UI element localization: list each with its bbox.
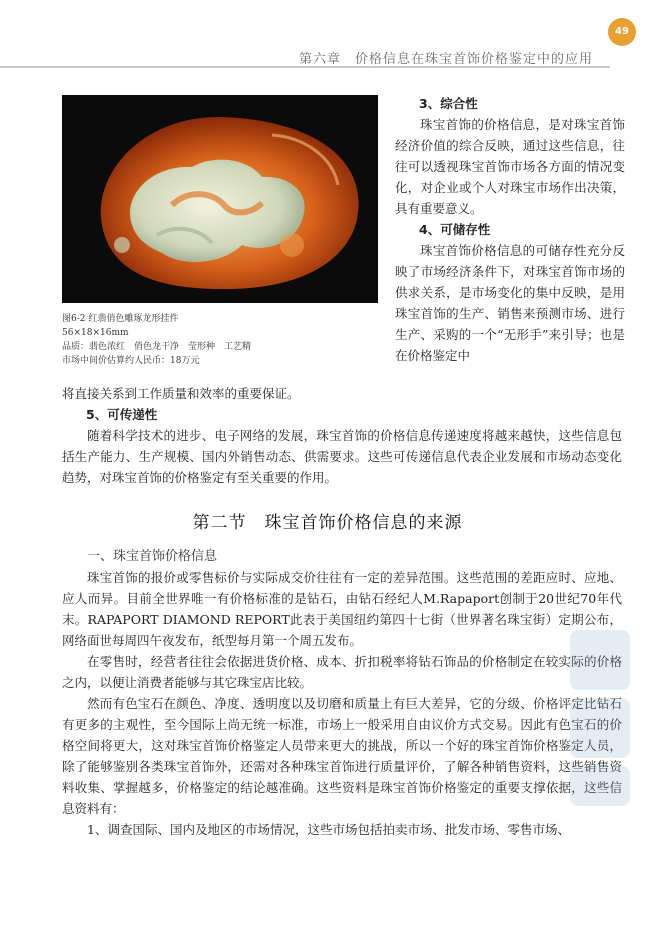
page-number-badge: 49 [608, 18, 636, 46]
paragraph-body: 然而有色宝石在颜色、净度、透明度以及切磨和质量上有巨大差异，它的分级、价格评定比钻石有更多的主观性，至今国际上尚无统一标准，市场上一般采用自由议价方式交易。因此有色宝石的价格空间将更大，这对珠宝首饰价格鉴定人员带来更大的挑战，所以一个好的珠宝首饰价格鉴定人员，除了能够鉴别各类珠宝首饰外，还需对各种珠宝首饰进行质量评价，了解各种销售资料，这些销售资料收集、掌握越多，价格鉴定的结论越准确。这些资料是珠宝首饰价格鉴定的重要支撑依据，这些信息资料有： [62, 696, 622, 816]
caption-dimensions: 56×18×16mm [62, 328, 129, 338]
paragraph-body: 1、调查国际、国内及地区的市场情况，这些市场包括拍卖市场、批发市场、零售市场、 [87, 822, 570, 837]
caption-price: 市场中间价估算约人民币：18万元 [62, 356, 200, 366]
paragraph-body: 珠宝首饰的报价或零售标价与实际成交价往往有一定的差异范围。这些范围的差距应时、应地、应人而异。目前全世界唯一有价格标准的是钻石，由钻石经纪人M.Rapaport创制于20世纪70年代末。RAPAPORT DIAMOND REPORT此表于美国纽约第四十七街（世界著名珠宝街）定期公布，网络面世每周四午夜发布，纸型每月第一个周五发布。 [62, 570, 622, 648]
paragraph-comprehensive: 珠宝首饰的价格信息，是对珠宝首饰经济价值的综合反映，通过这些信息，往往可以透视珠宝首饰市场各方面的情况变化，对企业或个人对珠宝市场作出决策，具有重要意义。 [395, 117, 625, 216]
heading-comprehensive: 3、综合性 [419, 96, 478, 111]
paragraph-body: 在零售时，经营者往往会依据进货价格、成本、折扣税率将钻石饰品的价格制定在较实际的价格之内，以便让消费者能够与其它珠宝店比较。 [62, 654, 622, 690]
section-number: 第二节 [192, 513, 247, 533]
watermark-seal [560, 620, 640, 820]
caption-quality: 品质：翡色浓红 俏色龙干净 莹形种 工艺精 [62, 342, 252, 352]
section-body [62, 546, 622, 840]
section-title-text: 珠宝首饰价格信息的来源 [264, 513, 463, 533]
right-column-text [395, 93, 625, 366]
continuation-block [62, 383, 622, 488]
chapter-title: 第六章 价格信息在珠宝首饰价格鉴定中的应用 [298, 52, 593, 67]
heading-storable: 4、可储存性 [419, 222, 491, 237]
heading-price-info: 一、珠宝首饰价格信息 [87, 549, 218, 564]
figure-caption [62, 312, 382, 368]
paragraph-storable: 珠宝首饰价格信息的可储存性充分反映了市场经济条件下，对珠宝首饰市场的供求关系，是市场变化的集中反映，是用珠宝首饰的生产、销售来预测市场、进行生产、采购的一个“无形手”来引导；也是在价格鉴定中 [395, 243, 625, 363]
paragraph-transmissible: 随着科学技术的进步、电子网络的发展，珠宝首饰的价格信息传递速度将越来越快，这些信息包括生产能力、生产规模、国内外销售动态、供需要求。这些可传递信息代表企业发展和市场动态变化趋势，对珠宝首饰的价格鉴定有至关重要的作用。 [62, 428, 622, 485]
running-header [0, 44, 655, 70]
jade-pendant-photo [62, 95, 378, 303]
section-heading [0, 508, 655, 533]
continuation-line: 将直接关系到工作质量和效率的重要保证。 [62, 386, 300, 401]
caption-title: 图6-2 红翡俏色雕琢龙形挂件 [62, 314, 179, 324]
heading-transmissible: 5、可传递性 [86, 407, 158, 422]
